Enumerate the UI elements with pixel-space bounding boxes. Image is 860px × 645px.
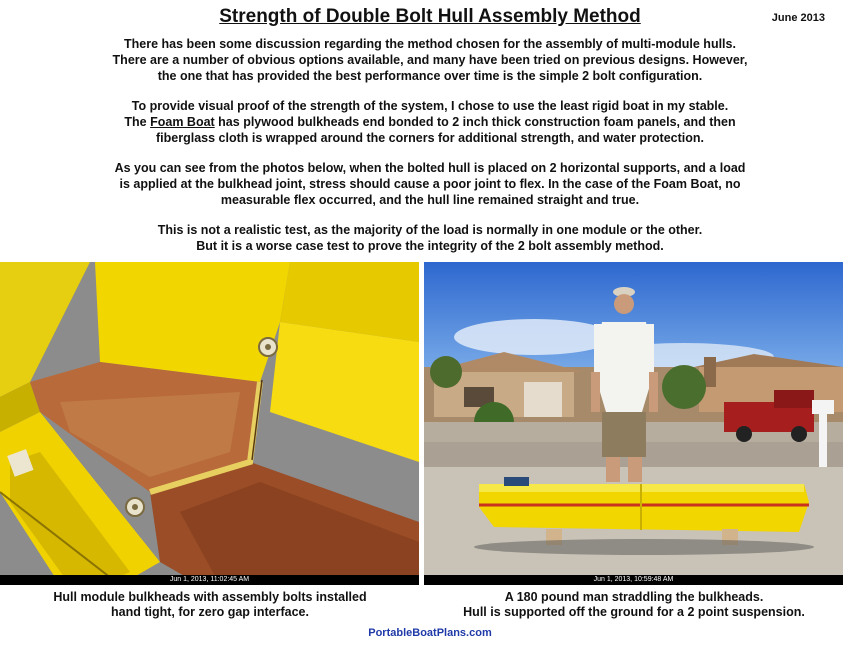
caption-line: Hull is supported off the ground for a 2 point suspension.: [463, 605, 805, 619]
paragraph-line: fiberglass cloth is wrapped around the corners for additional strength, and water protection.: [156, 131, 704, 145]
paragraph-disclaimer: [40, 222, 820, 254]
photo-timestamp: Jun 1, 2013, 11:02:45 AM: [0, 575, 419, 585]
foam-boat-link[interactable]: Foam Boat: [150, 115, 215, 129]
text-fragment: has plywood bulkheads end bonded to 2 inch thick construction foam panels, and then: [214, 115, 736, 129]
paragraph-test-result: [40, 160, 820, 208]
paragraph-line: As you can see from the photos below, when the bolted hull is placed on 2 horizontal supports, and a load: [114, 161, 746, 175]
paragraph-line: measurable flex occurred, and the hull line remained straight and true.: [220, 193, 640, 207]
paragraph-line: There are a number of obvious options available, and many have been tried on previous designs. However,: [112, 53, 748, 67]
footer-website-link[interactable]: PortableBoatPlans.com: [368, 627, 492, 639]
page-title: Strength of Double Bolt Hull Assembly Method: [219, 6, 641, 27]
paragraph-intro: [40, 36, 820, 84]
paragraph-line: the one that has provided the best performance over time is the simple 2 bolt configuration.: [157, 69, 703, 83]
paragraph-line: But it is a worse case test to prove the integrity of the 2 bolt assembly method.: [196, 239, 664, 253]
right-photo-caption: [424, 590, 844, 620]
photo-timestamp: Jun 1, 2013, 10:59:48 AM: [424, 575, 843, 585]
paragraph-line: is applied at the bulkhead joint, stress should cause a poor joint to flex. In the case of the Foam Boat, no: [119, 177, 741, 191]
date-label: June 2013: [771, 12, 825, 24]
left-photo-caption: [0, 590, 420, 620]
paragraph-line: There has been some discussion regarding the method chosen for the assembly of multi-module hulls.: [124, 37, 736, 51]
text-fragment: The: [124, 115, 151, 129]
bulkhead-photo-image: [0, 262, 419, 585]
paragraph-line: To provide visual proof of the strength of the system, I chose to use the least rigid boat in my stable.: [131, 99, 729, 113]
bulkhead-photo: [0, 262, 419, 585]
paragraph-line: This is not a realistic test, as the majority of the load is normally in one module or the other.: [157, 223, 703, 237]
boat-test-photo-image: [424, 262, 843, 585]
paragraph-line: [40, 114, 820, 130]
caption-line: A 180 pound man straddling the bulkheads.: [504, 590, 764, 604]
paragraph-visual-proof: [40, 98, 820, 146]
boat-test-photo: [424, 262, 843, 585]
caption-line: Hull module bulkheads with assembly bolts installed: [53, 590, 367, 604]
caption-line: hand tight, for zero gap interface.: [111, 605, 309, 619]
